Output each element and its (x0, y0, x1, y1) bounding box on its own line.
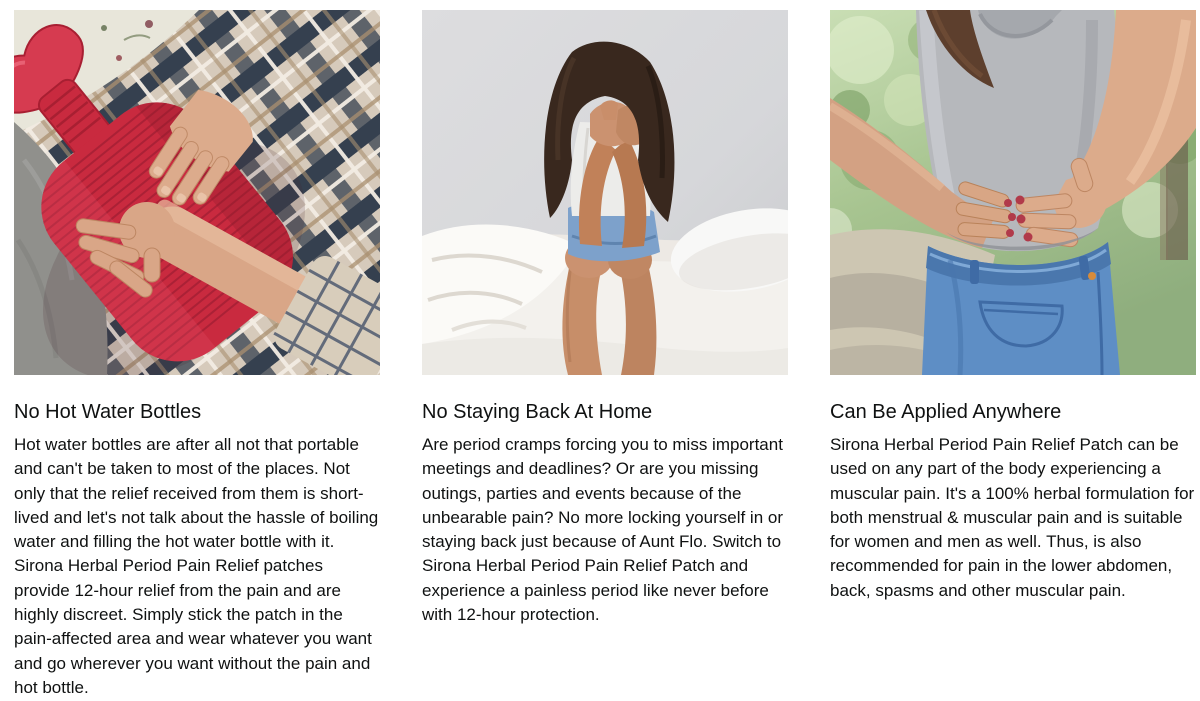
hot-water-bottle-illustration (14, 10, 380, 375)
feature-column-hot-water-bottles (14, 10, 380, 700)
feature-column-applied-anywhere (830, 10, 1196, 700)
feature-heading: Can Be Applied Anywhere (830, 401, 1062, 423)
feature-image-back-pain (830, 10, 1196, 375)
feature-body: Are period cramps forcing you to miss important meetings and deadlines? Or are you missing outings, parties and events because of the unbearable pain? No more locking yourself in or staying back just because of Aunt Flo. Switch to Sirona Herbal Period Pain Relief Patch and experience a painless period like never before with 12-hour protection. (422, 435, 783, 625)
feature-body: Sirona Herbal Period Pain Relief Patch can be used on any part of the body experiencing a muscular pain. It's a 100% herbal formulation for both menstrual & muscular pain and is suitable for women and men as well. Thus, is also recommended for pain in the lower abdomen, back, spasms and other muscular pain. (830, 435, 1195, 600)
woman-on-bed-illustration (422, 10, 788, 375)
feature-body: Hot water bottles are after all not that portable and can't be taken to most of the places. Not only that the relief received from them is short-lived and let's not talk about the hassle of boiling water and filling the hot water bottle with it. Sirona Herbal Period Pain Relief patches provide 12-hour relief from the pain and are highly discreet. Simply stick the patch in the pain-affected area and wear whatever you want and go wherever you want without the pain and hot bottle. (14, 435, 379, 697)
feature-heading: No Hot Water Bottles (14, 401, 202, 423)
feature-image-woman-on-bed (422, 10, 788, 375)
feature-column-no-staying-back (422, 10, 788, 700)
feature-heading: No Staying Back At Home (422, 401, 653, 423)
feature-image-hot-water-bottle (14, 10, 380, 375)
back-pain-outdoors-illustration (830, 10, 1196, 375)
